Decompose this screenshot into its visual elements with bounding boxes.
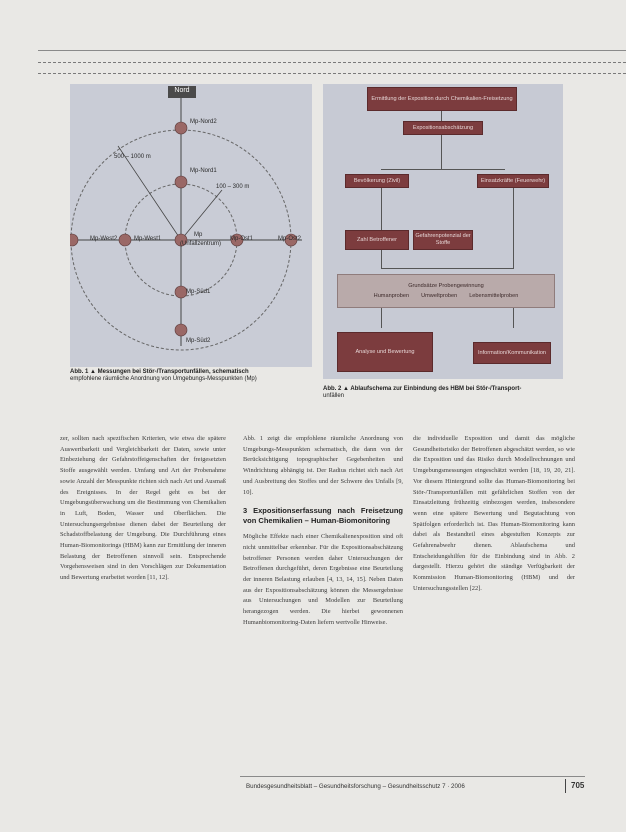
figure-1-caption-title: Abb. 1 ▲ Messungen bei Stör-/Transportunfällen, schematisch: [70, 369, 249, 375]
sample-environment: Umweltproben: [421, 292, 458, 299]
figure-2-caption: [323, 386, 573, 401]
header-rule: [38, 50, 626, 51]
label-radius-outer: 500 – 1000 m: [114, 154, 151, 160]
label-mp-center: Mp: [194, 232, 203, 238]
section-heading: 3 Expositionserfassung nach Freisetzung von Chemikalien – Human-Biomonitoring: [243, 506, 403, 526]
label-mp-nord1: Mp-Nord1: [190, 168, 217, 174]
body-column-2-text: Mögliche Effekte nach einer Chemikalienexposition sind oft nicht unmittelbar erkennbar. Für die Expositionsabschätzung betroffener Personen werden daher Untersuchungen der Betroffenen durchgeführt, deren Ergebnisse eine Beurteilung der inneren Belastung erlauben [4, 13, 14, 15]. Neben Daten aus der Expositionsabschätzung können die Messergebnisse aus Untersuchungen und Modellen zur Beurteilung herangezogen werden. Die hierbei gewonnenen Humanbiomonitoring-Daten liefern wertvolle Hinweise.: [243, 533, 403, 626]
figure-2-caption-text: unfällen: [323, 393, 345, 400]
page-number: 705: [571, 781, 585, 790]
figure-1-caption-text: empfohlene räumliche Anordnung von Umgebungs-Messpunkten (Mp): [70, 376, 257, 383]
sample-human: Humanproben: [373, 292, 410, 299]
body-column-3-text: die individuelle Exposition und damit das mögliche Gesundheitsrisiko der Betroffenen abgeschätzt werden, so wie die Exposition und das Risiko durch Modellrechnungen und Umgebungsmessungen eingeschätzt werden [18, 19, 20, 21]. Vor diesem Hintergrund sollte das Human-Biomonitoring bei Stör-/Transportunfällen mit gefährlichen Stoffen von der Einsatzleitung frühzeitig einbezogen werden, insbesondere wenn eine spätere Bewertung und Begutachtung von Spätfolgen erforderlich ist. Das Human-Biomonitoring kann dabei als Bestandteil eines abgestuften Konzepts zur Gefahrenabwehr dienen. Ablaufschema und Entscheidungshilfen für die Einbindung sind in Abb. 2 dargestellt. Hierzu gehört die ständige Verfügbarkeit der Kommission Human-Biomonitoring (HBM) und der Untersuchungsstellen [22].: [413, 435, 575, 592]
figure-2-caption-title: Abb. 2 ▲ Ablaufschema zur Einbindung des HBM bei Stör-/Transport-: [323, 386, 522, 392]
body-column-1: [60, 434, 226, 774]
header-dashed-rule-2: [38, 73, 626, 74]
label-radius-inner: 100 – 300 m: [216, 184, 250, 190]
label-mp-sued1: Mp-Süd1: [186, 289, 211, 295]
footer-separator: [565, 779, 566, 793]
sample-food: Lebensmittelproben: [469, 292, 519, 299]
label-mp-west1: Mp-West1: [134, 236, 162, 242]
header-dashed-rule: [38, 62, 626, 63]
figure-2-flowchart: [323, 84, 563, 379]
body-column-2-intro: Abb. 1 zeigt die empfohlene räumliche Anordnung von Umgebungs-Messpunkten schematisch, die dann von der Berücksichtigung topographischer Gegebenheiten und Windrichtung abhängig ist. Der Radius richtet sich nach Art und Ausbreitung des Stoffes und der Schwere des Unfalls [9, 10].: [243, 435, 403, 496]
figure-1-diagram: [70, 84, 312, 367]
box-number-affected: Zahl Betroffener: [345, 230, 409, 250]
box-emergency-forces: Einsatzkräfte (Feuerwehr): [477, 174, 549, 188]
box-exposure-estimation: Expositionsabschätzung: [403, 121, 483, 135]
footer-journal: Bundesgesundheitsblatt – Gesundheitsforschung – Gesundheitsschutz 7 · 2006: [246, 783, 465, 790]
body-column-1-text: zer, sollten nach spezifischen Kriterien, wie etwa die spätere Auswertbarkeit und Vergleichbarkeit der Daten, sowie unter Einbeziehung der Gefahrstoffeigenschaften der freigesetzten Stoffe ausgewählt werden. Umfang und Art der Probenahme sowie Anzahl der Messpunkte richten sich nach Art und Ausmaß des Ereignisses. In der Regel geht es bei der Umgebungsüberwachung um die Bestimmung von Chemikalien in Luft, Boden, Wasser und Oberflächen. Die Untersuchungsergebnisse dienen dabei der Beurteilung der Schadstoffbelastung der Umgebung. Die Durchführung eines Human-Biomonitorings (HBM) kann zur Ermittlung der inneren Belastung der Betroffenen sinnvoll sein. Entsprechende Vorgehensweisen sind in den Vorschlägen zur Dokumentation und Bewertung erarbeitet worden [11, 12].: [60, 435, 226, 582]
figure-1-measurement-layout: [70, 84, 312, 367]
box-information-communication: Information/Kommunikation: [473, 342, 551, 364]
sampling-principles-header: Grundsätze Probengewinnung: [408, 282, 484, 289]
figure-1-caption: [70, 369, 320, 384]
box-sampling-principles: [337, 274, 555, 308]
footer-rule: [240, 776, 585, 777]
box-analysis-assessment: Analyse und Bewertung: [337, 332, 433, 372]
label-mp-ost1: Mp-Ost1: [230, 236, 254, 242]
box-exposure-determination: Ermittlung der Exposition durch Chemikalien-Freisetzung: [367, 87, 517, 111]
body-column-3: [413, 434, 575, 774]
box-hazard-potential: Gefahrenpotenzial der Stoffe: [413, 230, 473, 250]
body-column-2: [243, 434, 403, 774]
box-population: Bevölkerung (Zivil): [345, 174, 409, 188]
label-mp-ost2: Mp-Ost2: [278, 236, 302, 242]
label-mp-nord2: Mp-Nord2: [190, 119, 217, 125]
label-mp-west2: Mp-West2: [90, 236, 118, 242]
label-center-note: (Unfallzentrum): [180, 241, 222, 247]
north-label: Nord: [174, 87, 190, 94]
label-mp-sued2: Mp-Süd2: [186, 338, 211, 344]
